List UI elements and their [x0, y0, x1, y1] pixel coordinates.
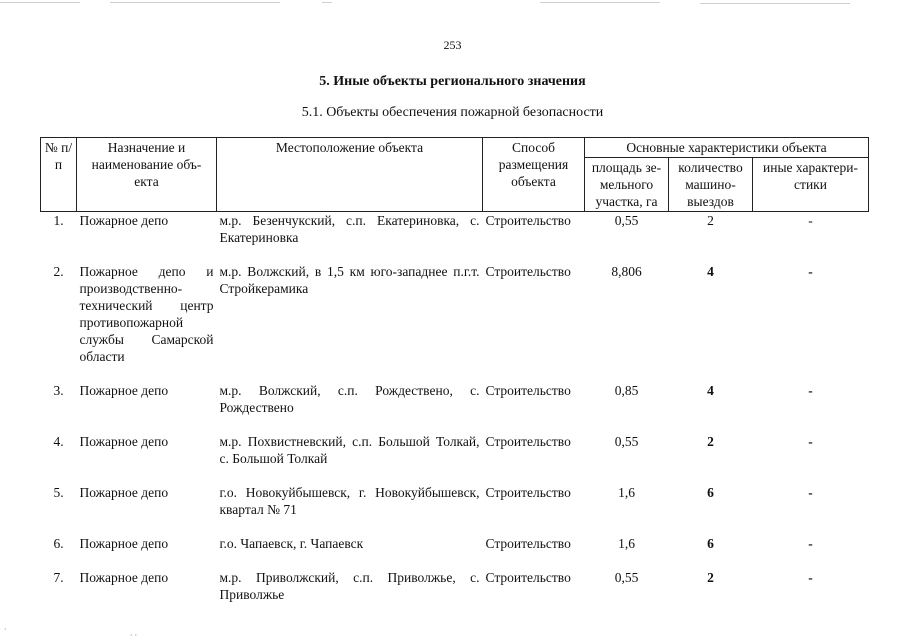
page-number: 253 — [443, 38, 462, 52]
truck-count: 2 — [707, 213, 714, 228]
table-body — [41, 212, 869, 604]
object-location: г.о. Чапаевск, г. Чапаевск — [219, 536, 364, 551]
placement-method: Строительство — [485, 213, 571, 228]
other-characteristics: - — [808, 434, 813, 449]
other-characteristics: - — [808, 213, 813, 228]
section-title: 5. Иные объекты регионального значения — [319, 74, 586, 89]
object-location: м.р. Похвистневский, с.п. Большой Толкай, с. Большой Толкай — [219, 434, 480, 466]
subsection-title: 5.1. Объекты обеспечения пожарной безопасности — [301, 105, 604, 120]
other-characteristics: - — [808, 485, 813, 500]
table-row — [41, 263, 869, 382]
truck-count: 6 — [707, 536, 714, 551]
header-method: Способ размещения объекта — [483, 138, 585, 212]
object-location: г.о. Новокуйбышевск, г. Новокуйбышевск, квартал № 71 — [219, 485, 480, 517]
truck-count: 2 — [707, 570, 714, 585]
scan-artifact-line — [322, 2, 332, 3]
row-number: 6. — [53, 536, 64, 551]
object-name: Пожарное депо — [79, 570, 169, 585]
row-number: 4. — [53, 434, 64, 449]
table-row — [41, 569, 869, 603]
row-number: 3. — [53, 383, 64, 398]
row-number: 5. — [53, 485, 64, 500]
scan-speck: ⸱ — [4, 624, 7, 634]
row-number: 7. — [53, 570, 64, 585]
scan-artifact-line — [540, 2, 660, 3]
table-row — [41, 535, 869, 569]
object-location: м.р. Волжский, с.п. Рождествено, с. Рождествено — [219, 383, 480, 415]
land-area: 0,55 — [614, 570, 639, 585]
land-area: 0,55 — [614, 213, 639, 228]
placement-method: Строительство — [485, 485, 571, 500]
land-area: 1,6 — [618, 536, 635, 551]
header-other: иные характери-стики — [753, 158, 869, 212]
header-name: Назначение и наименование объ-екта — [77, 138, 217, 212]
truck-count: 4 — [707, 383, 714, 398]
truck-count: 4 — [707, 264, 714, 279]
scan-artifact-line — [0, 2, 80, 3]
header-location: Местоположение объекта — [217, 138, 483, 212]
header-trucks: количество машино-выездов — [669, 158, 753, 212]
object-name: Пожарное депо и производственно-технический центр противопожарной службы Самарской области — [79, 264, 214, 364]
land-area: 8,806 — [611, 264, 642, 279]
table-row — [41, 212, 869, 264]
land-area: 1,6 — [618, 485, 635, 500]
other-characteristics: - — [808, 570, 813, 585]
scan-artifact-line — [110, 2, 280, 3]
land-area: 0,85 — [614, 383, 639, 398]
header-characteristics: Основные характеристики объекта — [585, 138, 869, 158]
object-name: Пожарное депо — [79, 213, 169, 228]
header-area: площадь зе-мельного участка, га — [585, 158, 669, 212]
object-location: м.р. Волжский, в 1,5 км юго-западнее п.г.т. Стройкерамика — [219, 264, 480, 296]
truck-count: 6 — [707, 485, 714, 500]
table-row — [41, 484, 869, 535]
object-name: Пожарное депо — [79, 434, 169, 449]
truck-count: 2 — [707, 434, 714, 449]
object-name: Пожарное депо — [79, 485, 169, 500]
table-row — [41, 433, 869, 484]
object-location: м.р. Безенчукский, с.п. Екатериновка, с. Екатериновка — [219, 213, 480, 245]
placement-method: Строительство — [485, 536, 571, 551]
placement-method: Строительство — [485, 264, 571, 279]
scan-speck: ⸱ ⸱ — [130, 630, 138, 640]
object-name: Пожарное депо — [79, 536, 169, 551]
object-location: м.р. Приволжский, с.п. Приволжье, с. Приволжье — [219, 570, 480, 602]
object-name: Пожарное депо — [79, 383, 169, 398]
other-characteristics: - — [808, 536, 813, 551]
other-characteristics: - — [808, 264, 813, 279]
land-area: 0,55 — [614, 434, 639, 449]
placement-method: Строительство — [485, 434, 571, 449]
row-number: 2. — [53, 264, 64, 279]
placement-method: Строительство — [485, 383, 571, 398]
other-characteristics: - — [808, 383, 813, 398]
row-number: 1. — [53, 213, 64, 228]
table-header — [41, 138, 869, 212]
placement-method: Строительство — [485, 570, 571, 585]
scan-artifact-line — [700, 3, 850, 4]
table-row — [41, 382, 869, 433]
fire-safety-objects-table — [40, 137, 869, 603]
header-num: № п/п — [41, 138, 77, 212]
